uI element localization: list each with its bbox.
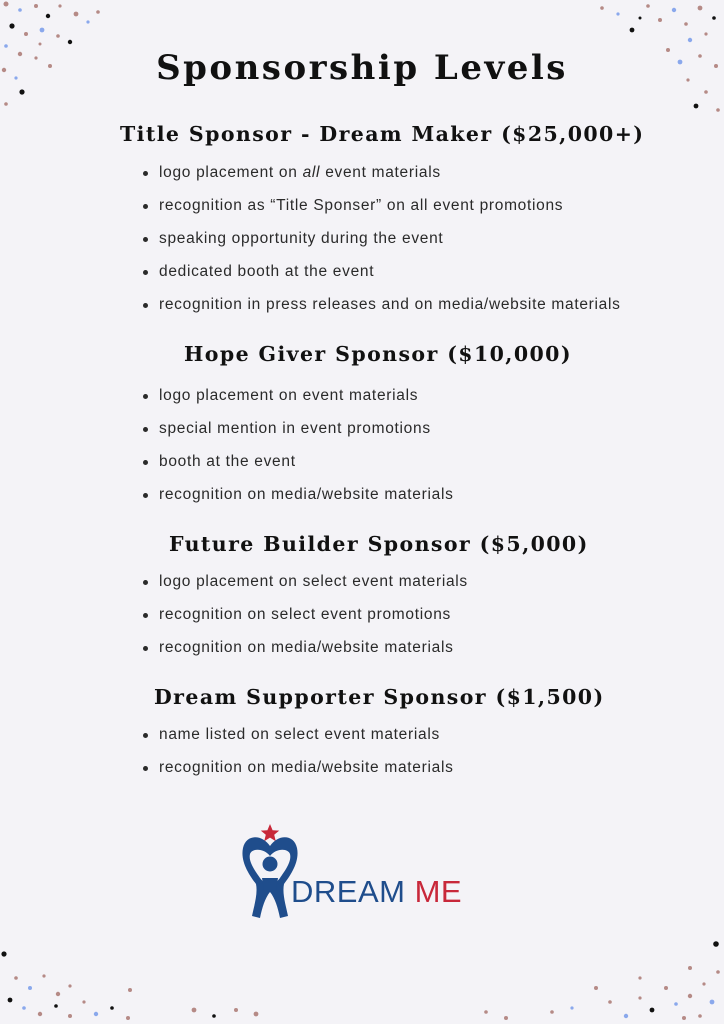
level-heading-hope-giver: Hope Giver Sponsor ($10,000)	[184, 342, 572, 366]
list-item: recognition on media/website materials	[141, 636, 468, 669]
dream-me-logo	[240, 824, 490, 924]
list-item: recognition on select event promotions	[141, 603, 468, 636]
level-heading-dream-supporter: Dream Supporter Sponsor ($1,500)	[154, 685, 605, 709]
page-title: Sponsorship Levels	[156, 48, 568, 88]
list-item: recognition on media/website materials	[141, 756, 454, 789]
list-item: dedicated booth at the event	[141, 260, 621, 293]
logo-wordmark	[291, 874, 462, 910]
list-item: name listed on select event materials	[141, 723, 454, 756]
logo-word-me: ME	[414, 874, 463, 909]
logo-word-dream: DREAM	[291, 874, 406, 909]
list-item: recognition in press releases and on media/website materials	[141, 293, 621, 326]
benefit-list-hope-giver	[141, 384, 454, 516]
list-item: recognition on media/website materials	[141, 483, 454, 516]
list-item: booth at the event	[141, 450, 454, 483]
benefit-list-dream-supporter	[141, 723, 454, 789]
list-item: logo placement on select event materials	[141, 570, 468, 603]
benefit-list-title-sponsor	[141, 161, 621, 326]
level-heading-title-sponsor: Title Sponsor - Dream Maker ($25,000+)	[120, 122, 645, 146]
list-item: logo placement on all event materials	[141, 161, 621, 194]
list-item: special mention in event promotions	[141, 417, 454, 450]
list-item: recognition as “Title Sponser” on all event promotions	[141, 194, 621, 227]
list-item: logo placement on event materials	[141, 384, 454, 417]
list-item: speaking opportunity during the event	[141, 227, 621, 260]
level-heading-future-builder: Future Builder Sponsor ($5,000)	[169, 532, 589, 556]
benefit-list-future-builder	[141, 570, 468, 669]
